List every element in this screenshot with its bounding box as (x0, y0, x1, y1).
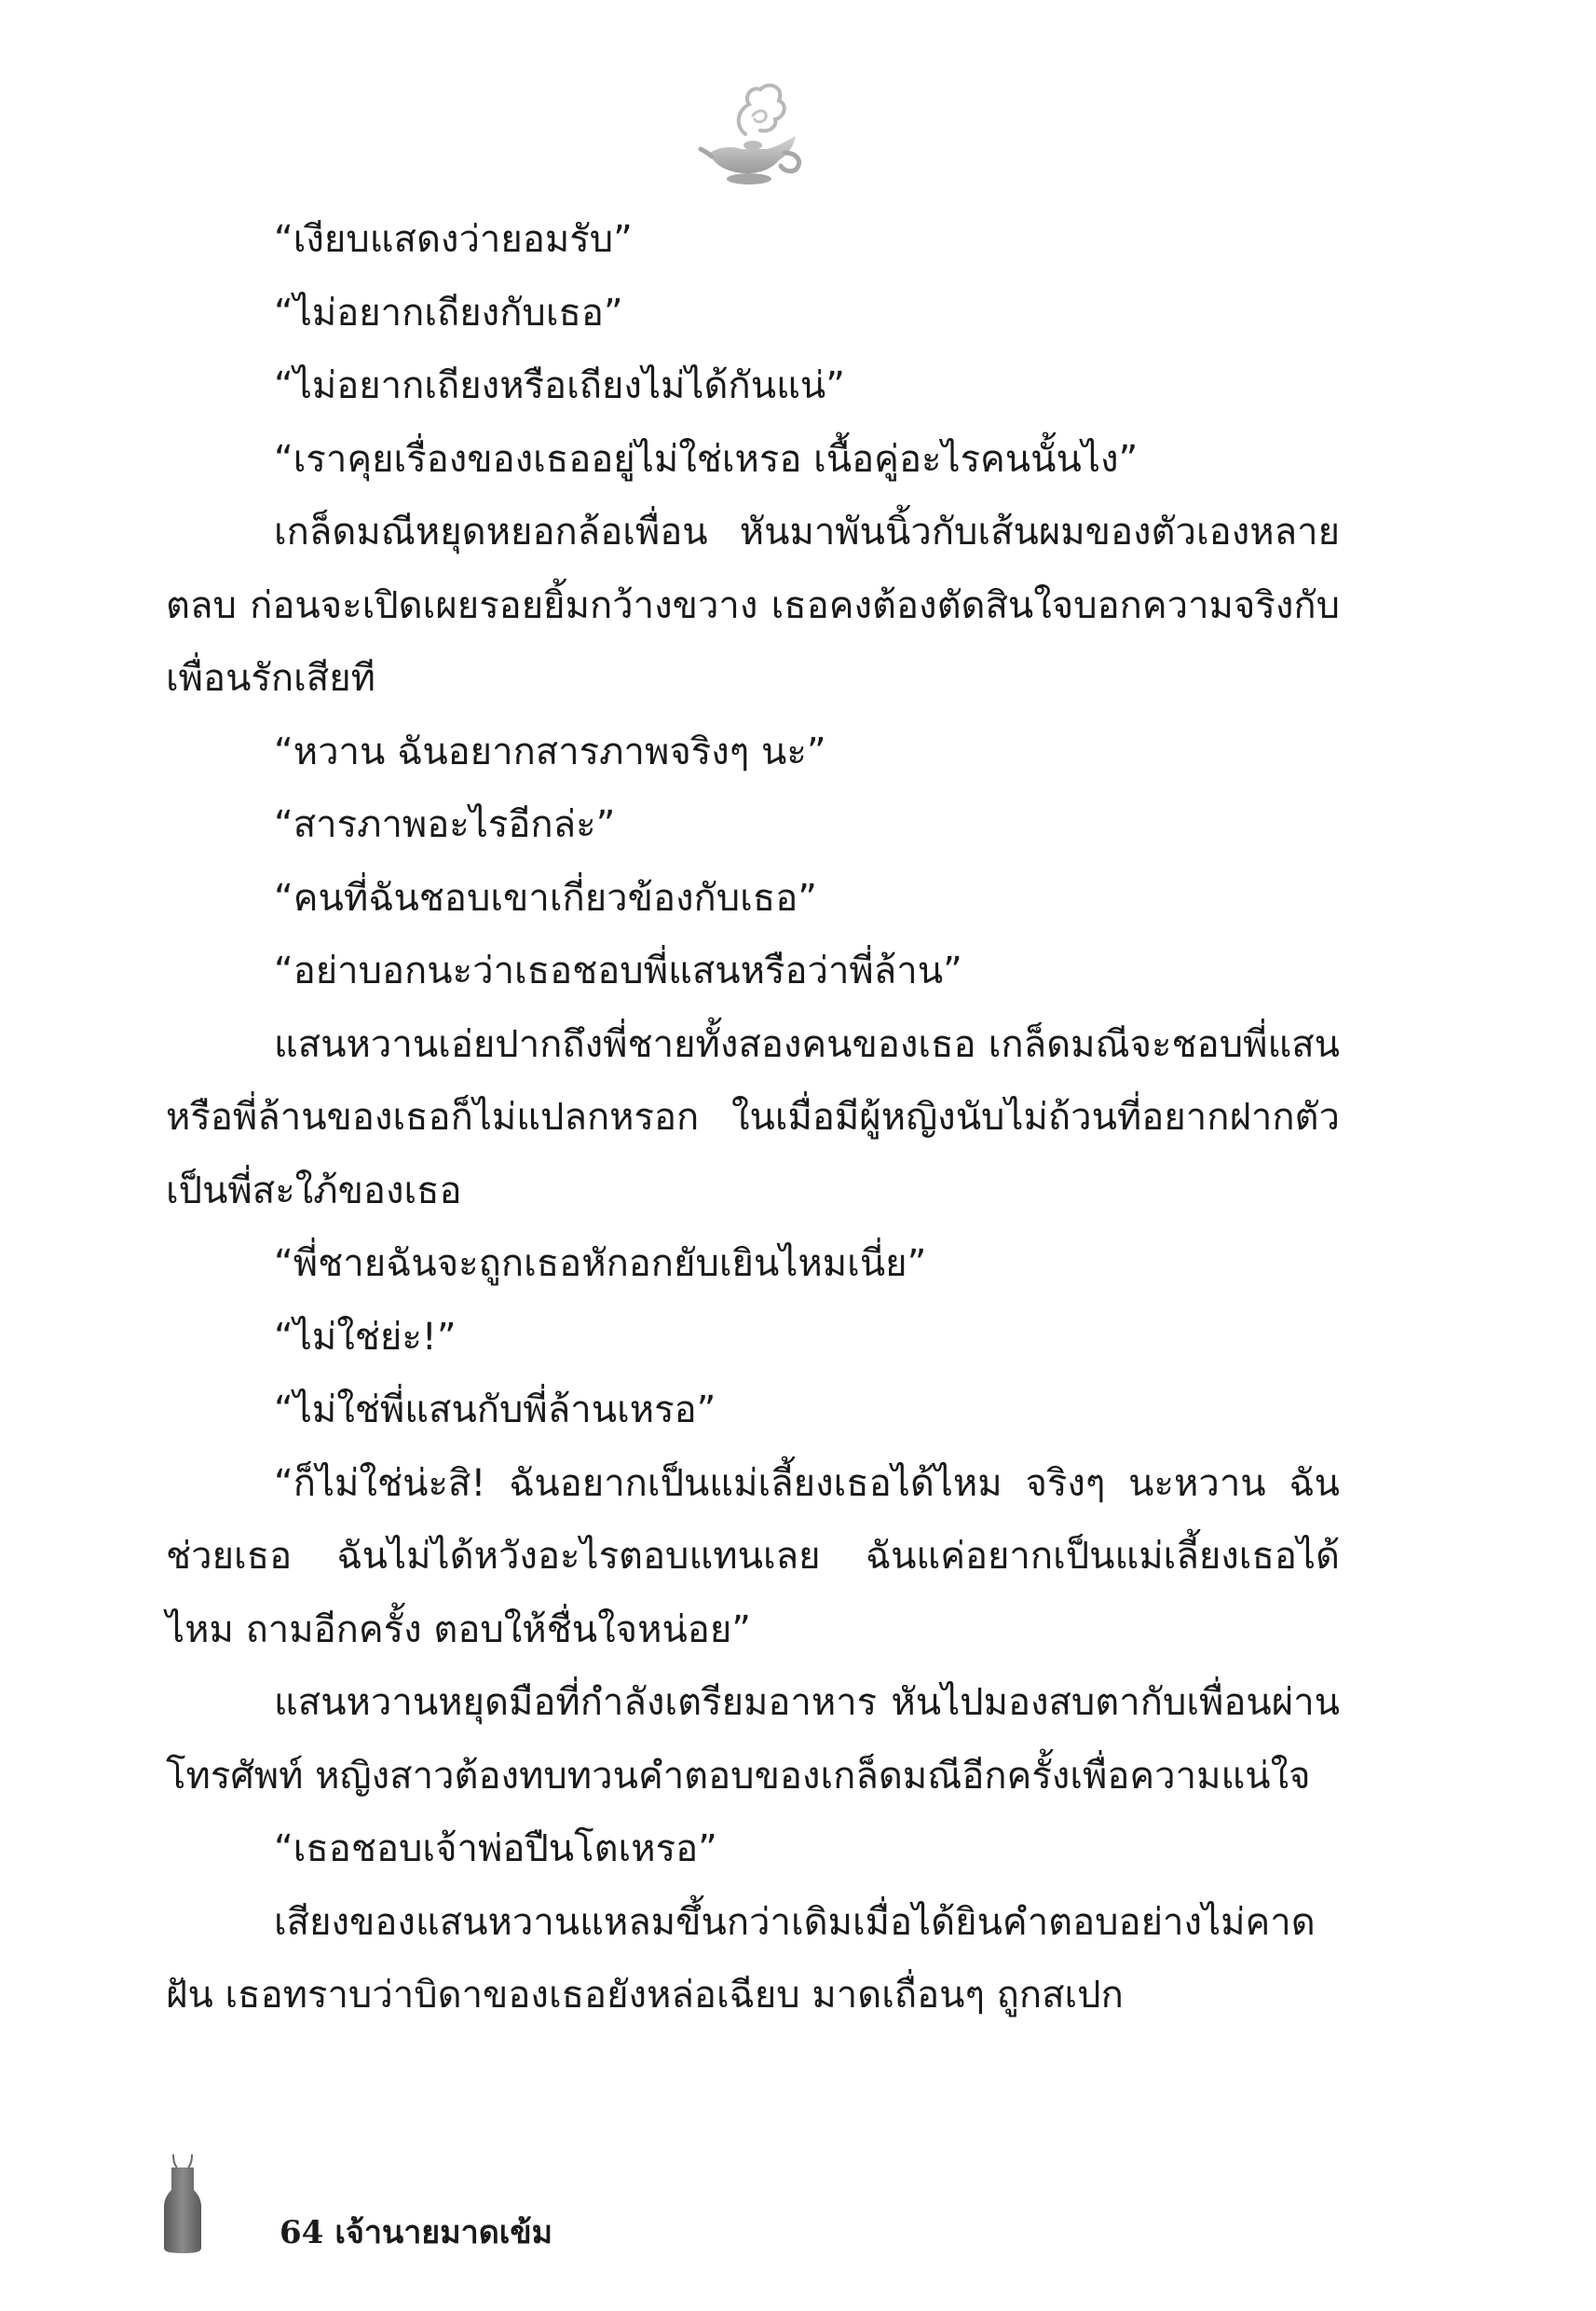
dialogue-line: “ไม่ใช่พี่แสนกับพี่ล้านเหรอ” (274, 1388, 716, 1431)
narrative-paragraph: “ก็ไม่ใช่น่ะสิ! ฉันอยากเป็นแม่เลี้ยงเธอได้ไหม จริงๆ นะหวาน ฉันช่วยเธอ ฉันไม่ได้หวังอะไรตอบแทนเลย ฉันแค่อยากเป็นแม่เลี้ยงเธอได้ไหม ถามอีกครั้ง ตอบให้ชื่นใจหน่อย” (166, 1461, 1340, 1651)
dialogue-line: “ไม่อยากเถียงกับเธอ” (274, 291, 623, 335)
dialogue-line: “ไม่อยากเถียงหรือเถียงไม่ได้กันแน่” (274, 364, 845, 407)
dialogue-line: “เธอชอบเจ้าพ่อปืนโตเหรอ” (274, 1827, 717, 1870)
apron-icon (160, 2153, 205, 2255)
narrative-paragraph: เกล็ดมณีหยุดหยอกล้อเพื่อน หันมาพันนิ้วกับเส้นผมของตัวเองหลายตลบ ก่อนจะเปิดเผยรอยยิ้มกว้างขวาง เธอคงต้องตัดสินใจบอกความจริงกับเพื่อนรักเสียที (166, 511, 1340, 700)
narrative-paragraph: แสนหวานเอ่ยปากถึงพี่ชายทั้งสองคนของเธอ เกล็ดมณีจะชอบพี่แสนหรือพี่ล้านของเธอก็ไม่แปลกหรอก ในเมื่อมีผู้หญิงนับไม่ถ้วนที่อยากฝากตัวเป็นพี่สะใภ้ของเธอ (166, 1022, 1340, 1212)
body-text (166, 203, 1340, 2032)
footer-label (280, 2207, 552, 2257)
dialogue-line: “อย่าบอกนะว่าเธอชอบพี่แสนหรือว่าพี่ล้าน” (274, 950, 962, 992)
dialogue-line: “ไม่ใช่ย่ะ!” (274, 1315, 457, 1359)
book-title: เจ้านายมาดเข้ม (334, 2214, 553, 2251)
dialogue-line: “เราคุยเรื่องของเธออยู่ไม่ใช่เหรอ เนื้อคู่อะไรคนนั้นไง” (274, 437, 1139, 481)
dialogue-line: “สารภาพอะไรอีกล่ะ” (274, 803, 616, 846)
genie-lamp-icon (691, 76, 812, 198)
page-footer (160, 2153, 906, 2264)
dialogue-line: “เงียบแสดงว่ายอมรับ” (274, 218, 633, 261)
page-number: 64 (280, 2214, 324, 2251)
dialogue-line: “คนที่ฉันชอบเขาเกี่ยวข้องกับเธอ” (274, 876, 817, 920)
dialogue-line: “พี่ชายฉันจะถูกเธอหักอกยับเยินไหมเนี่ย” (274, 1242, 927, 1285)
dialogue-line: “หวาน ฉันอยากสารภาพจริงๆ นะ” (274, 730, 826, 773)
narrative-paragraph: แสนหวานหยุดมือที่กำลังเตรียมอาหาร หันไปมองสบตากับเพื่อนผ่านโทรศัพท์ หญิงสาวต้องทบทวนคำตอบของเกล็ดมณีอีกครั้งเพื่อความแน่ใจ (166, 1681, 1340, 1798)
narrative-paragraph: เสียงของแสนหวานแหลมขึ้นกว่าเดิมเมื่อได้ยินคำตอบอย่างไม่คาดฝัน เธอทราบว่าบิดาของเธอยังหล่อเฉียบ มาดเถื่อนๆ ถูกสเปก (166, 1900, 1316, 2017)
